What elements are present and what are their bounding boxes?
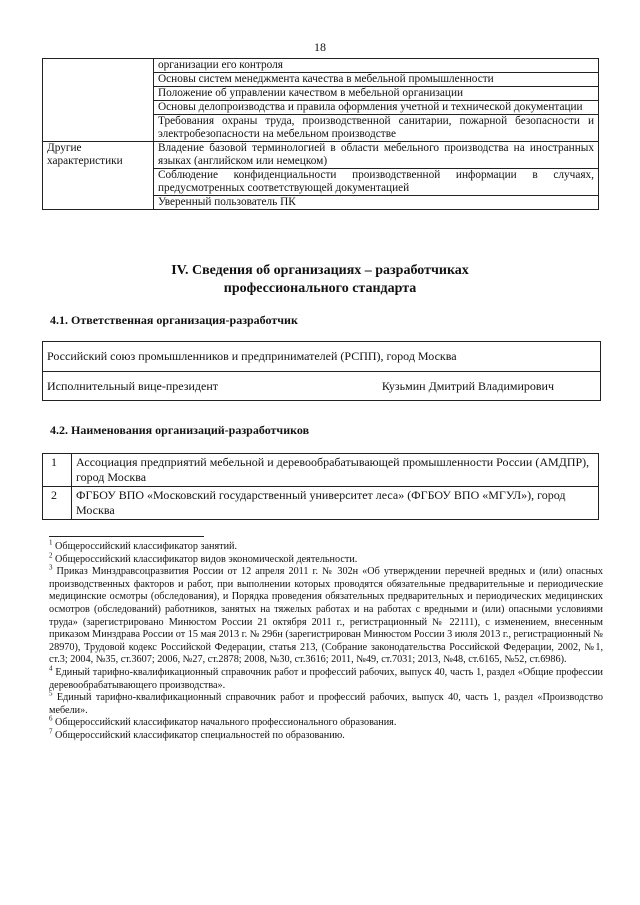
footnote-mark: 2 [49, 551, 53, 560]
table-cell: Владение базовой терминологией в области мебельного производства на иностранных языках (английском или немецком) [154, 142, 599, 169]
responsible-org-box [42, 341, 601, 401]
page-number: 18 [314, 40, 326, 54]
table-row [43, 487, 599, 520]
table-row [43, 142, 599, 169]
row-number: 1 [43, 454, 72, 487]
table-cell: Основы систем менеджмента качества в мебельной промышленности [154, 73, 599, 87]
footnote [49, 551, 603, 567]
footnote-mark: 6 [49, 714, 53, 723]
table-cell: Уверенный пользователь ПК [154, 196, 599, 210]
skills-table [42, 58, 599, 210]
footnote-text: Общероссийский классификатор начального профессионального образования. [55, 717, 397, 729]
footnote [49, 664, 603, 692]
row-label [43, 59, 154, 142]
footnote-text: Единый тарифно-квалификационный справочник работ и профессий рабочих, выпуск 40, часть 1, раздел «Общие профессии деревообрабатывающего производства». [49, 666, 603, 691]
section-heading-line: IV. Сведения об организациях – разработчиках [171, 263, 469, 278]
footnote [49, 714, 603, 730]
row-number: 2 [43, 487, 72, 520]
footnote-mark: 5 [49, 689, 53, 698]
footnote-text: Общероссийский классификатор видов экономической деятельности. [55, 553, 358, 565]
org-name: ФГБОУ ВПО «Московский государственный университет леса» (ФГБОУ ВПО «МГУЛ»), город Москва [72, 487, 599, 520]
footnote-divider [49, 536, 204, 537]
footnote-text: Общероссийский классификатор занятий. [55, 541, 238, 552]
footnote-mark: 3 [49, 563, 53, 572]
footnote [49, 538, 603, 554]
table-row [43, 454, 599, 487]
table-cell: Требования охраны труда, производственной санитарии, пожарной безопасности и электробезопасности на мебельном производстве [154, 115, 599, 142]
org-name: Ассоциация предприятий мебельной и деревообрабатывающей промышленности России (АМДПР), город Москва [72, 454, 599, 487]
responsible-org-name: Российский союз промышленников и предпринимателей (РСПП), город Москва [47, 349, 457, 363]
section-heading-line: профессионального стандарта [223, 281, 417, 296]
footnote [49, 563, 604, 667]
table-row [43, 59, 599, 73]
responsible-signatory-row [43, 371, 600, 400]
footnote [49, 727, 603, 743]
developer-orgs-table [42, 453, 599, 520]
footnote [49, 689, 603, 717]
footnote-mark: 7 [49, 727, 53, 736]
footnote-mark: 4 [49, 664, 53, 673]
footnote-text: Общероссийский классификатор специальностей по образованию. [55, 729, 345, 741]
table-cell: Основы делопроизводства и правила оформления учетной и технической документации [154, 101, 599, 115]
signatory-position: Исполнительный вице-президент [47, 378, 219, 393]
developer-orgs-heading: 4.2. Наименования организаций-разработчиков [50, 423, 310, 437]
row-label: Другие характеристики [43, 142, 154, 210]
footnote-mark: 1 [49, 538, 53, 547]
footnote-text: Единый тарифно-квалификационный справочник работ и профессий рабочих, выпуск 40, часть 1, раздел «Производство мебели». [49, 692, 603, 716]
footnotes [49, 538, 604, 743]
table-cell: Положение об управлении качеством в мебельной организации [154, 87, 599, 101]
section-heading [0, 262, 640, 298]
table-cell: организации его контроля [154, 59, 599, 73]
table-cell: Соблюдение конфиденциальности производственной информации в случаях, предусмотренных соответствующей документацией [154, 169, 599, 196]
responsible-org-heading: 4.1. Ответственная организация-разработчик [50, 313, 298, 327]
signatory-name: Кузьмин Дмитрий Владимирович [381, 378, 554, 393]
footnote-text: Приказ Минздравсоцразвития России от 12 апреля 2011 г. № 302н «Об утверждении перечней вредных и (или) опасных производственных факторов и работ, при выполнении которых проводятся обязательные предварительные и периодические медицинские осмотры (обследования), и Порядка проведения обязательных предварительных и периодических медицинских осмотров (обследований) работников, занятых на тяжелых работах и на работах с вредными и (или) опасными условиями труда» (зарегистрировано Минюстом России 21 октября 2011 г., регистрационный № 22111), с изменением, внесенным приказом Минздрава России от 15 мая 2013 г. № 296н (зарегистрирован Минюстом России 3 июля 2013 г., регистрационный № 28970), Трудовой кодекс Российской Федерации, статья 213, (Собрание законодательства Российской Федерации, 2002, №1, ст.3; 2004, №35, ст.3607; 2006, №27, ст.2878; 2008, №30, ст.3616; 2011, №49, ст.7031; 2013, №48, ст.6165, №52, ст.6986). [49, 566, 604, 666]
